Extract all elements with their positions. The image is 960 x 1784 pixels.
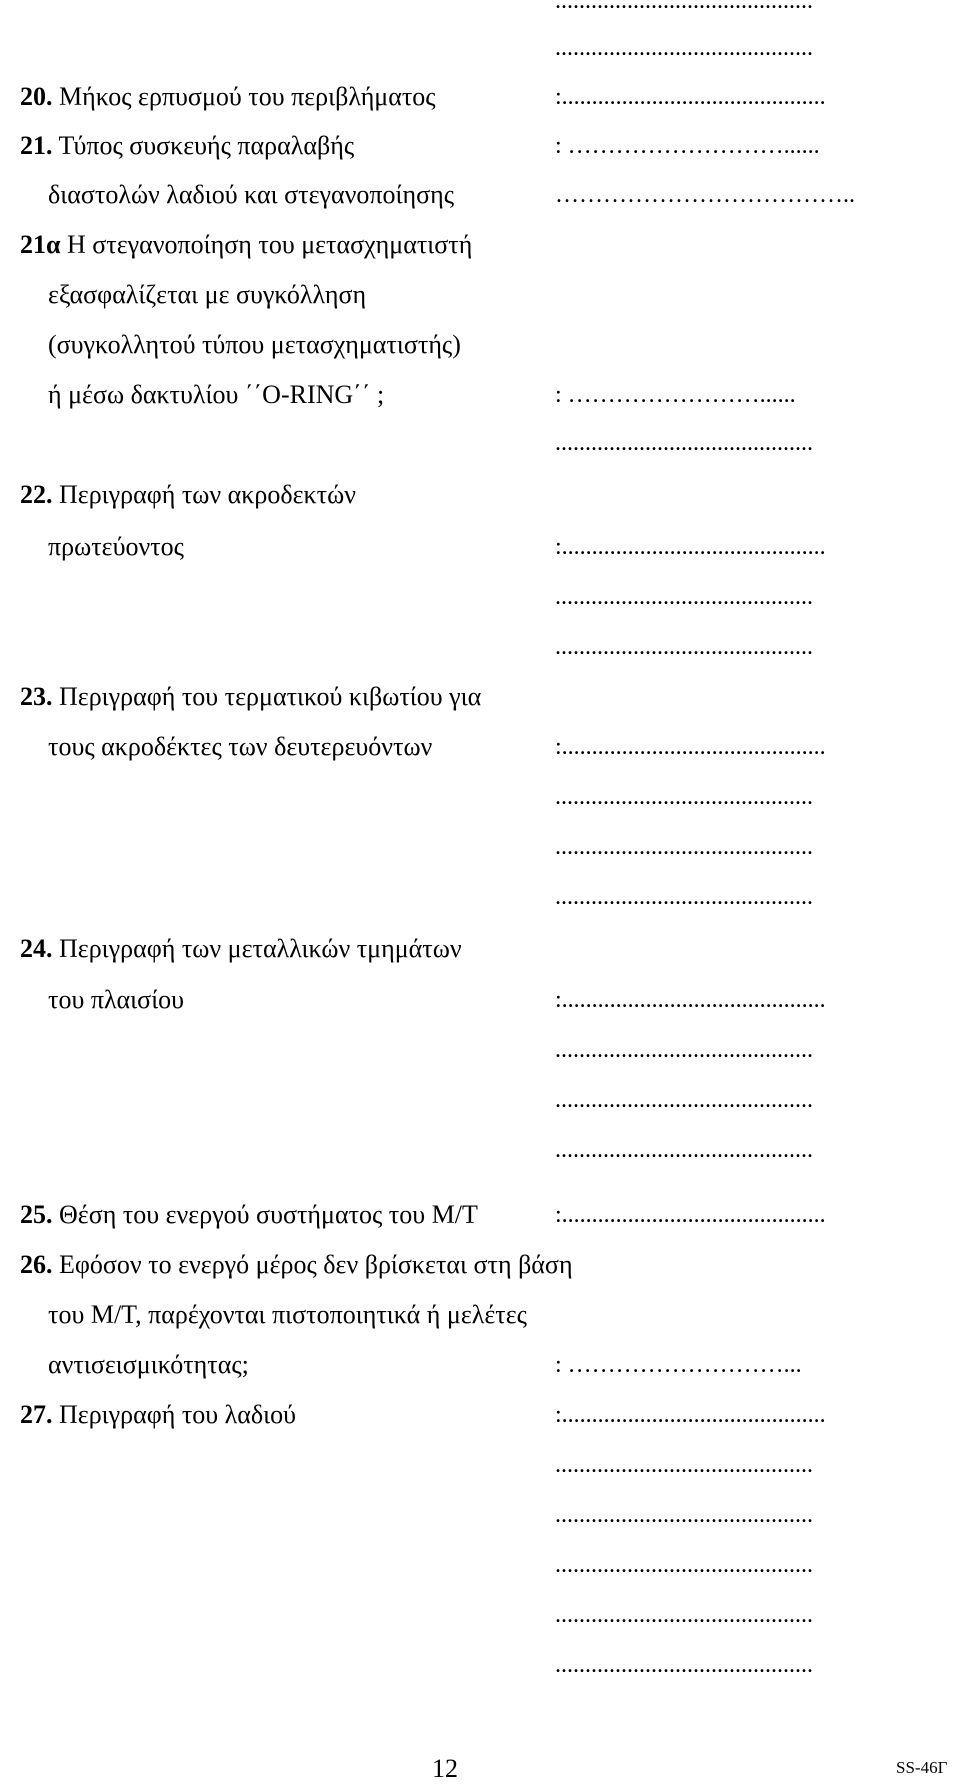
fill-line: ........................................... (555, 1087, 813, 1113)
fill-line: ........................................... (555, 1452, 813, 1478)
item-number: 24. (20, 934, 53, 963)
item-26 (20, 1250, 573, 1280)
fill-line: ........................................... (555, 430, 813, 456)
item-label: Εφόσον το ενεργό μέρος δεν βρίσκεται στη βάση (59, 1250, 573, 1279)
fill-line: :............................................ (555, 734, 826, 760)
item-26-line2: του Μ/Τ, παρέχονται πιστοποιητικά ή μελέτες (48, 1300, 527, 1329)
item-25 (20, 1200, 478, 1230)
item-label: Τύπος συσκευής παραλαβής (58, 131, 355, 160)
fill-line: : ………………………...... (555, 133, 820, 159)
fill-line: : ……………………...... (555, 382, 796, 408)
item-26-line3: αντισεισμικότητας; (48, 1350, 249, 1379)
fill-line: ........................................... (555, 35, 813, 61)
fill-line: :............................................ (555, 534, 826, 560)
item-label: Περιγραφή των ακροδεκτών (59, 480, 356, 509)
item-20 (20, 82, 436, 112)
item-23-line2: τους ακροδέκτες των δευτερευόντων (48, 732, 433, 761)
fill-line: ........................................... (555, 1552, 813, 1578)
item-number: 21α (20, 230, 61, 259)
item-label: Περιγραφή του λαδιού (59, 1400, 297, 1429)
fill-line: ........................................... (555, 1502, 813, 1528)
item-24 (20, 934, 462, 964)
item-label: Η στεγανοποίηση του μετασχηματιστή (67, 230, 473, 259)
item-21-line2: διαστολών λαδιού και στεγανοποίησης (48, 180, 455, 209)
fill-line: :............................................ (555, 84, 826, 110)
fill-line: ........................................... (555, 1652, 813, 1678)
document-code: SS-46Γ (896, 1758, 948, 1777)
item-21 (20, 131, 354, 161)
item-label: Μήκος ερπυσμού του περιβλήματος (59, 82, 436, 111)
item-number: 27. (20, 1400, 53, 1429)
item-21a (20, 230, 472, 260)
item-22 (20, 480, 356, 510)
fill-line: ........................................... (555, 634, 813, 660)
item-21a-line2: εξασφαλίζεται με συγκόλληση (48, 280, 367, 309)
fill-line: ........................................... (555, 884, 813, 910)
item-22-line2: πρωτεύοντος (48, 532, 184, 561)
fill-line: ........................................... (555, 584, 813, 610)
fill-line: ........................................... (555, 834, 813, 860)
item-number: 23. (20, 682, 53, 711)
item-label: Θέση του ενεργού συστήματος του Μ/Τ (59, 1200, 478, 1229)
fill-line: ........................................... (555, 1602, 813, 1628)
item-24-line2: του πλαισίου (48, 985, 185, 1014)
item-number: 22. (20, 480, 53, 509)
item-label: Περιγραφή του τερματικού κιβωτίου για (59, 682, 482, 711)
fill-line: :............................................ (555, 1202, 826, 1228)
fill-line: ........................................... (555, 784, 813, 810)
item-21a-line4: ή μέσω δακτυλίου ΄΄O-RING΄΄ ; (48, 380, 385, 409)
item-21a-line3: (συγκολλητού τύπου μετασχηματιστής) (48, 330, 461, 359)
item-number: 25. (20, 1200, 53, 1229)
fill-line: :............................................ (555, 987, 826, 1013)
item-number: 20. (20, 82, 53, 111)
item-27 (20, 1400, 296, 1430)
fill-line: : ………………………... (555, 1352, 802, 1378)
fill-line: :............................................ (555, 1402, 826, 1428)
item-label: Περιγραφή των μεταλλικών τμημάτων (59, 934, 462, 963)
fill-line: ........................................... (555, 0, 813, 14)
item-number: 26. (20, 1250, 53, 1279)
fill-line: ........................................... (555, 1037, 813, 1063)
page-number: 12 (432, 1754, 458, 1783)
fill-line: ........................................... (555, 1137, 813, 1163)
item-number: 21. (20, 131, 53, 160)
item-23 (20, 682, 481, 712)
fill-line: ……………………………….. (555, 182, 855, 208)
